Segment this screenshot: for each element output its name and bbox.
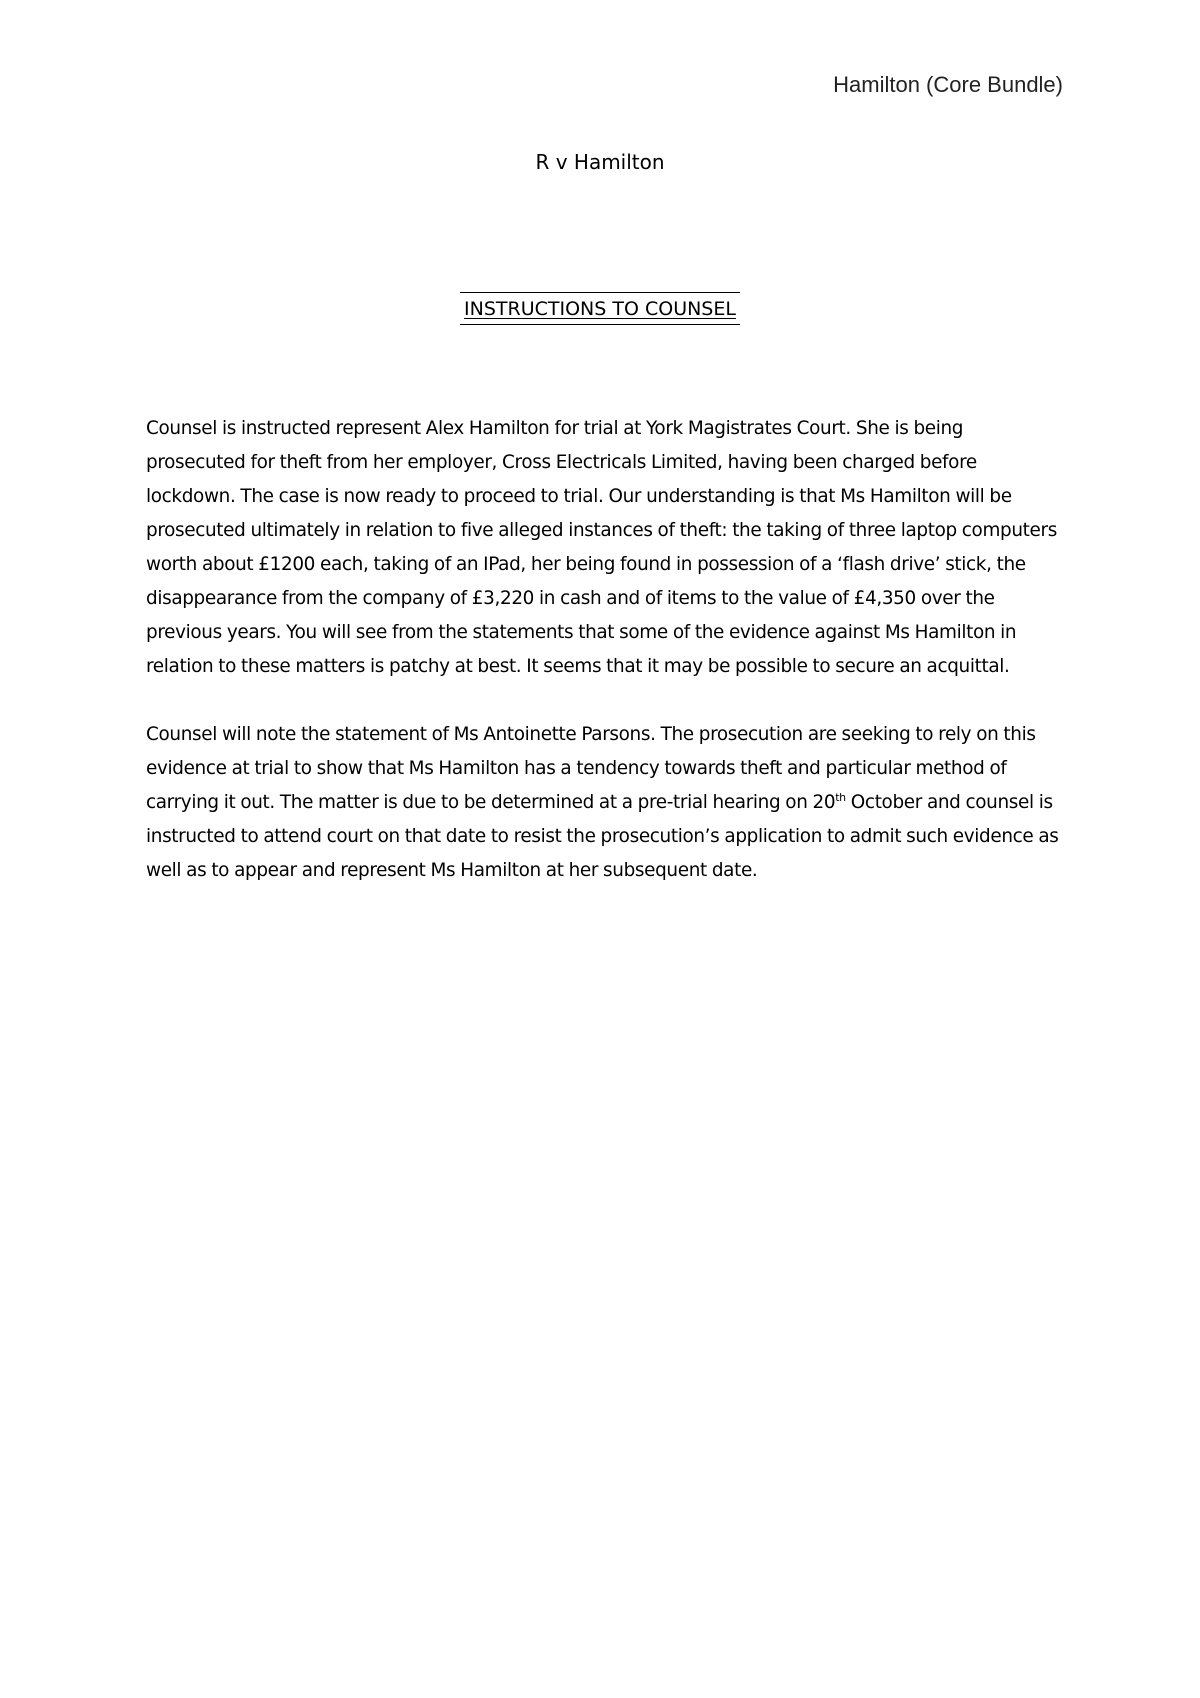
document-heading: INSTRUCTIONS TO COUNSEL [460, 292, 740, 325]
paragraph-2-text-a: Counsel will note the statement of Ms Antoinette Parsons. The prosecution are seeking to rely on this evidence at trial to show that Ms Hamilton has a tendency towards theft and particular method of carrying it out. The matter is due to be determined at a pre-trial hearing on 20 [146, 724, 1036, 813]
paragraph-2 [146, 718, 1066, 888]
ordinal-suffix: th [835, 790, 846, 804]
paragraph-1: Counsel is instructed represent Alex Hamilton for trial at York Magistrates Court. She is being prosecuted for theft from her employer, Cross Electricals Limited, having been charged before lockdown. The case is now ready to proceed to trial. Our understanding is that Ms Hamilton will be prosecuted ultimately in relation to five alleged instances of theft: the taking of three laptop computers worth about £1200 each, taking of an IPad, her being found in possession of a ‘flash drive’ stick, the disappearance from the company of £3,220 in cash and of items to the value of £4,350 over the previous years. You will see from the statements that some of the evidence against Ms Hamilton in relation to these matters is patchy at best. It seems that it may be possible to secure an acquittal. [146, 418, 1057, 677]
paragraph-2-text-b: October and counsel is instructed to attend court on that date to resist the prosecution’s application to admit such evidence as well as to appear and represent Ms Hamilton at her subsequent date. [146, 792, 1059, 881]
running-header: Hamilton (Core Bundle) [833, 72, 1063, 97]
case-title: R v Hamilton [535, 150, 665, 174]
heading-container [0, 292, 1200, 325]
document-body [146, 412, 1066, 922]
